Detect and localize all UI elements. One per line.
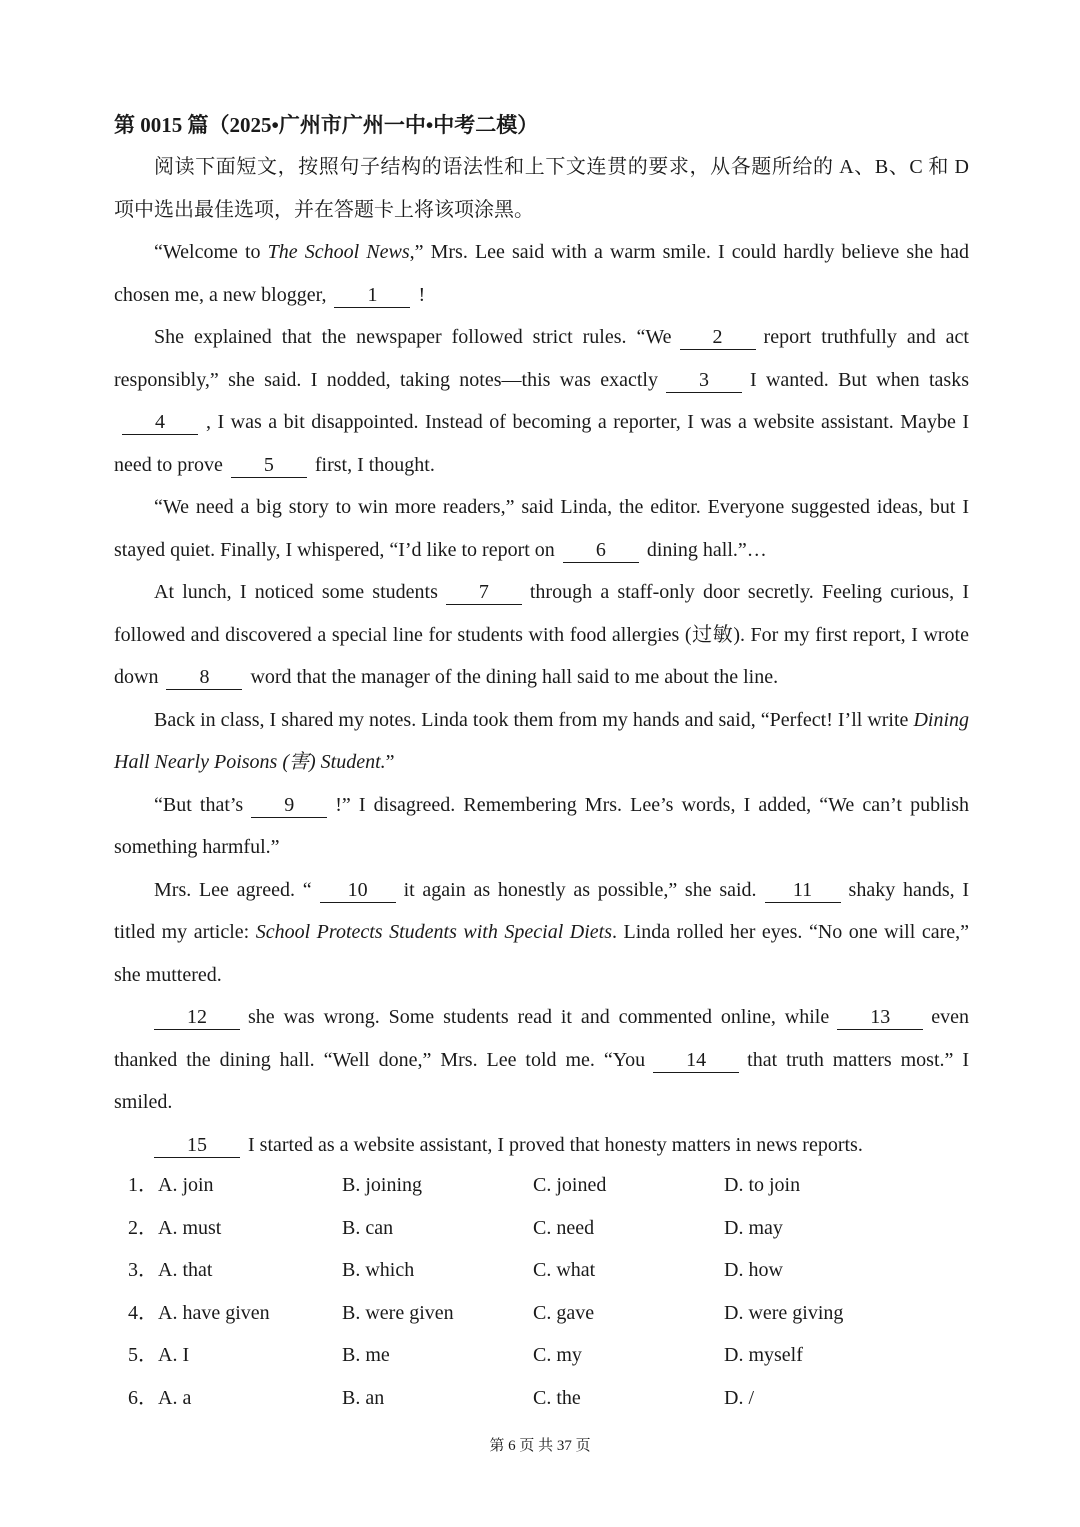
option-a[interactable]: A. join bbox=[158, 1174, 214, 1196]
italic-text: School Protects Students with Special Diets bbox=[255, 921, 612, 943]
text: shaky hands, I titled my article: bbox=[114, 878, 969, 943]
paragraph-3 bbox=[114, 486, 969, 571]
document-body bbox=[114, 104, 969, 1166]
option-d[interactable]: D. how bbox=[724, 1259, 783, 1281]
blank-13[interactable]: 13 bbox=[837, 1005, 923, 1030]
paragraph-4 bbox=[114, 571, 969, 699]
text: I wanted. But when tasks bbox=[749, 368, 969, 391]
question-row bbox=[114, 1249, 969, 1292]
text: She explained that the newspaper followed strict rules. “We bbox=[154, 326, 672, 348]
option-b[interactable]: B. an bbox=[342, 1386, 385, 1409]
text: even thanked the dining hall. “Well done,” Mrs. Lee told me. “You bbox=[114, 1006, 969, 1071]
option-a[interactable]: A. must bbox=[158, 1216, 222, 1239]
text: “We need a big story to win more readers,” said Linda, the editor. Everyone suggested ideas, but I stayed quiet. Finally, I whispered, “I’d like to report on bbox=[114, 496, 969, 561]
text: it again as honestly as possible,” she said. bbox=[403, 878, 757, 901]
text: I started as a website assistant, I proved that honesty matters in news reports. bbox=[248, 1133, 863, 1156]
blank-10[interactable]: 10 bbox=[320, 878, 396, 903]
text: she was wrong. Some students read it and commented online, while bbox=[248, 1006, 830, 1028]
question-number: 6． bbox=[128, 1386, 158, 1409]
text: . Linda rolled her eyes. “No one will care,” she muttered. bbox=[114, 921, 969, 986]
paragraph-9 bbox=[114, 1124, 969, 1167]
options-list bbox=[114, 1164, 969, 1419]
option-b[interactable]: B. can bbox=[342, 1216, 394, 1239]
option-c[interactable]: C. need bbox=[533, 1216, 595, 1239]
text: dining hall.”… bbox=[646, 538, 767, 561]
blank-5[interactable]: 5 bbox=[231, 453, 307, 478]
text: “But that’s bbox=[154, 793, 244, 816]
text: word that the manager of the dining hall said to me about the line. bbox=[250, 666, 779, 688]
option-b[interactable]: B. which bbox=[342, 1259, 415, 1281]
text: ” bbox=[385, 751, 395, 773]
option-c[interactable]: C. gave bbox=[533, 1301, 595, 1324]
option-d[interactable]: D. to join bbox=[724, 1174, 801, 1196]
text: ,” Mrs. Lee said with a warm smile. I could hardly believe she had chosen me, a new blogger, bbox=[114, 241, 970, 306]
text: !” I disagreed. Remembering Mrs. Lee’s words, I added, “We can’t publish something harmful.” bbox=[114, 793, 969, 858]
question-row bbox=[114, 1377, 969, 1420]
option-c[interactable]: C. joined bbox=[533, 1174, 607, 1196]
paragraph-2 bbox=[114, 316, 969, 486]
text: At lunch, I noticed some students bbox=[154, 581, 438, 603]
option-c[interactable]: C. what bbox=[533, 1259, 596, 1281]
text: “Welcome to bbox=[154, 241, 268, 263]
text: Back in class, I shared my notes. Linda took them from my hands and said, “Perfect! I’ll write bbox=[154, 708, 914, 731]
option-a[interactable]: A. I bbox=[158, 1344, 190, 1366]
blank-4[interactable]: 4 bbox=[122, 410, 198, 435]
question-number: 4． bbox=[128, 1301, 158, 1324]
text: that truth matters most.” I smiled. bbox=[114, 1048, 969, 1113]
paragraph-6 bbox=[114, 784, 969, 869]
blank-2[interactable]: 2 bbox=[680, 325, 756, 350]
blank-15[interactable]: 15 bbox=[154, 1133, 240, 1158]
question-row bbox=[114, 1334, 969, 1377]
blank-12[interactable]: 12 bbox=[154, 1005, 240, 1030]
option-b[interactable]: B. were given bbox=[342, 1301, 454, 1324]
blank-1[interactable]: 1 bbox=[334, 283, 410, 308]
instructions: 阅读下面短文，按照句子结构的语法性和上下文连贯的要求，从各题所给的 A、B、C 和 D 项中选出最佳选项，并在答题卡上将该项涂黑。 bbox=[114, 156, 969, 221]
blank-8[interactable]: 8 bbox=[166, 665, 242, 690]
paragraph-8 bbox=[114, 996, 969, 1124]
question-number: 3． bbox=[128, 1259, 158, 1281]
paragraph-1 bbox=[114, 231, 969, 316]
option-d[interactable]: D. may bbox=[724, 1216, 783, 1239]
text: first, I thought. bbox=[314, 453, 435, 476]
blank-9[interactable]: 9 bbox=[251, 793, 327, 818]
option-c[interactable]: C. my bbox=[533, 1344, 582, 1366]
text: report truthfully and act responsibly,” she said. I nodded, taking notes—this was exactly bbox=[114, 326, 969, 391]
option-a[interactable]: A. that bbox=[158, 1259, 213, 1281]
blank-3[interactable]: 3 bbox=[666, 368, 742, 393]
question-number: 1． bbox=[128, 1174, 158, 1196]
italic-text: Dining Hall Nearly Poisons (害) Student. bbox=[114, 708, 969, 773]
paragraph-7 bbox=[114, 869, 969, 997]
blank-7[interactable]: 7 bbox=[446, 580, 522, 605]
paragraph-5 bbox=[114, 699, 969, 784]
option-a[interactable]: A. have given bbox=[158, 1301, 270, 1324]
option-d[interactable]: D. were giving bbox=[724, 1301, 844, 1324]
option-d[interactable]: D. myself bbox=[724, 1344, 803, 1366]
text: ! bbox=[418, 283, 426, 306]
option-c[interactable]: C. the bbox=[533, 1386, 581, 1409]
question-number: 5． bbox=[128, 1344, 158, 1366]
question-row bbox=[114, 1207, 969, 1250]
text: Mrs. Lee agreed. “ bbox=[154, 878, 312, 901]
question-row bbox=[114, 1292, 969, 1335]
blank-11[interactable]: 11 bbox=[765, 878, 841, 903]
question-row bbox=[114, 1164, 969, 1207]
option-a[interactable]: A. a bbox=[158, 1386, 192, 1409]
page-title: 第 0015 篇（2025•广州市广州一中•中考二模） bbox=[114, 113, 539, 137]
blank-6[interactable]: 6 bbox=[563, 538, 639, 563]
option-b[interactable]: B. joining bbox=[342, 1174, 423, 1196]
blank-14[interactable]: 14 bbox=[653, 1048, 739, 1073]
page-footer: 第 6 页 共 37 页 bbox=[489, 1438, 591, 1454]
question-number: 2． bbox=[128, 1216, 158, 1239]
option-d[interactable]: D. / bbox=[724, 1386, 754, 1409]
text: , I was a bit disappointed. Instead of becoming a reporter, I was a website assistant. Maybe I need to prove bbox=[114, 411, 969, 476]
option-b[interactable]: B. me bbox=[342, 1344, 390, 1366]
text: through a staff-only door secretly. Feeling curious, I followed and discovered a special line for students with food allergies (过敏). For my first report, I wrote down bbox=[114, 581, 970, 688]
italic-text: The School News bbox=[267, 241, 410, 263]
